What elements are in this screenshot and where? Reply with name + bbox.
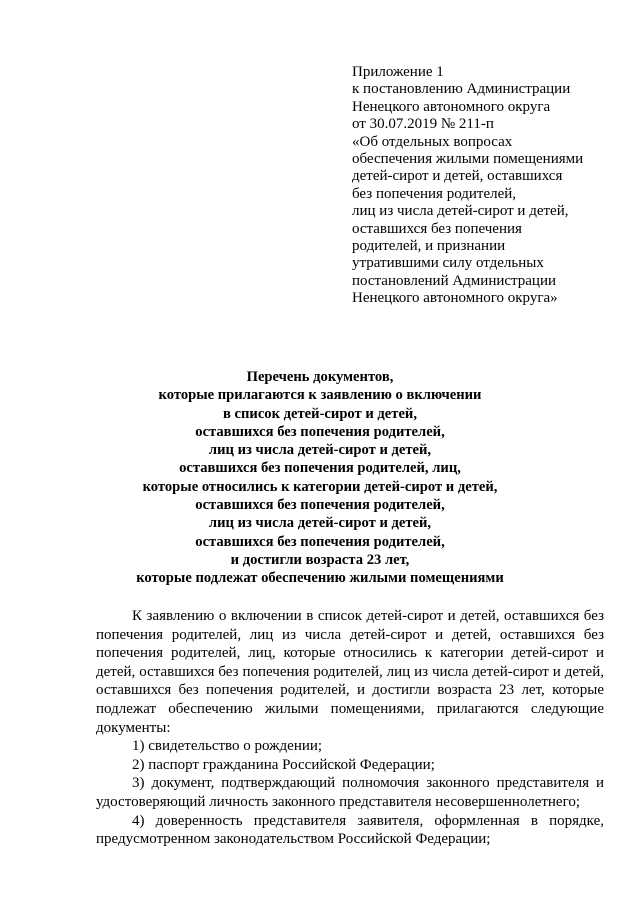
appendix-line: без попечения родителей, — [352, 185, 517, 202]
document-title — [0, 368, 640, 588]
appendix-line: Приложение 1 — [352, 64, 444, 80]
appendix-line: Ненецкого автономного округа» — [352, 290, 558, 307]
appendix-line: Ненецкого автономного округа — [352, 98, 551, 115]
list-item: 2) паспорт гражданина Российской Федерации; — [132, 756, 435, 773]
title-line: лиц из числа детей-сирот и детей, — [208, 515, 432, 532]
title-line: лиц из числа детей-сирот и детей, — [208, 442, 432, 459]
appendix-line: утратившими силу отдельных — [352, 255, 544, 272]
appendix-line: родителей, и признании — [352, 238, 506, 255]
title-line: оставшихся без попечения родителей, — [195, 423, 445, 440]
title-line: Перечень документов, — [246, 369, 394, 385]
appendix-line: обеспечения жилыми помещениями — [352, 151, 584, 168]
title-line: и достигли возраста 23 лет, — [230, 551, 410, 568]
title-line: которые подлежат обеспечению жилыми помещениями — [136, 570, 504, 587]
appendix-line: лиц из числа детей-сирот и детей, — [352, 203, 569, 220]
appendix-header — [352, 64, 632, 308]
list-item: 4) доверенность представителя заявителя, оформленная в порядке, предусмотренном законодательством Российской Федерации; — [96, 812, 604, 848]
title-line: оставшихся без попечения родителей, лиц, — [179, 460, 461, 477]
intro-paragraph: К заявлению о включении в список детей-сирот и детей, оставшихся без попечения родителей, лиц из числа детей-сирот и детей, оставшихся без попечения родителей, лиц, которые относились к категории детей-сирот и детей, оставшихся без попечения родителей, лиц из числа детей-сирот и детей, оставшихся без попечения родителей, и достигли возраста 23 лет, которые подлежат обеспечению жилыми помещениями, прилагаются следующие документы: — [96, 608, 604, 736]
appendix-line: от 30.07.2019 № 211-п — [352, 116, 494, 133]
title-line: оставшихся без попечения родителей, — [195, 533, 445, 550]
title-line: в список детей-сирот и детей, — [223, 405, 417, 422]
list-item: 3) документ, подтверждающий полномочия законного представителя и удостоверяющий личность законного представителя несовершеннолетнего; — [96, 775, 604, 810]
appendix-line: оставшихся без попечения — [352, 220, 522, 237]
document-body — [96, 607, 604, 849]
title-line: которые относились к категории детей-сирот и детей, — [142, 478, 498, 495]
appendix-line: к постановлению Администрации — [352, 81, 571, 98]
list-item: 1) свидетельство о рождении; — [132, 738, 323, 755]
title-line: которые прилагаются к заявлению о включении — [158, 387, 482, 404]
appendix-line: постановлений Администрации — [352, 272, 557, 289]
title-line: оставшихся без попечения родителей, — [195, 497, 445, 514]
appendix-line: «Об отдельных вопросах — [352, 133, 513, 150]
appendix-line: детей-сирот и детей, оставшихся — [352, 168, 563, 185]
